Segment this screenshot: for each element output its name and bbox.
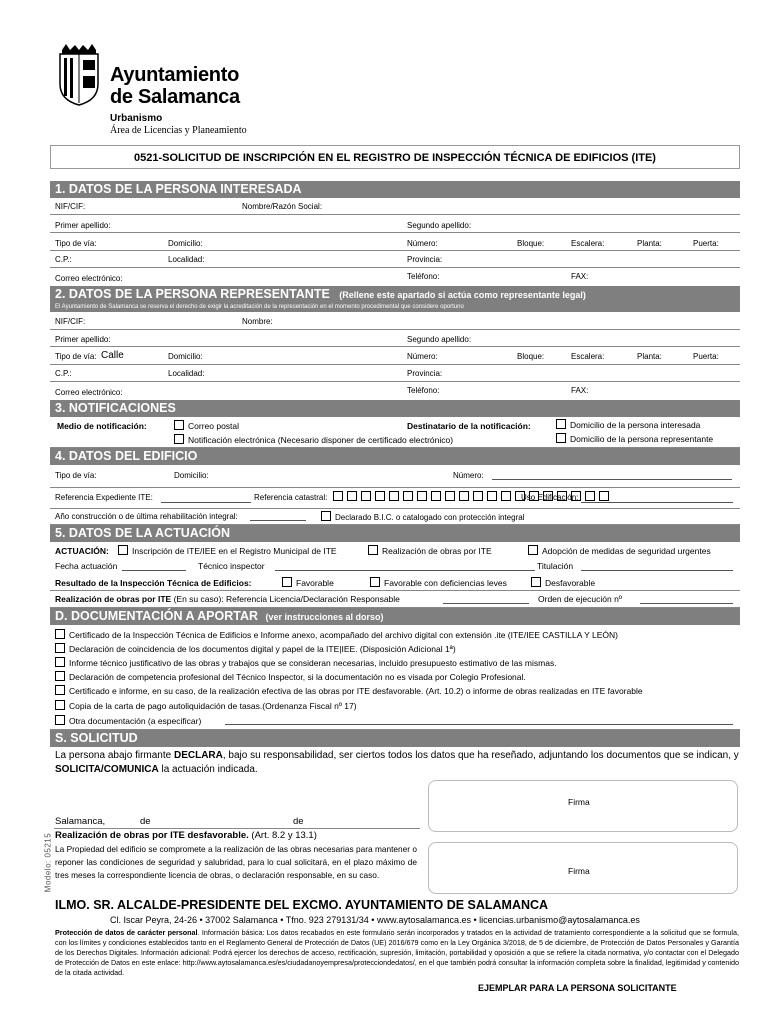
s1-row-5 bbox=[50, 268, 740, 285]
section-4-header: 4. DATOS DEL EDIFICIO bbox=[50, 448, 740, 465]
doc-item[interactable] bbox=[55, 685, 643, 696]
fax-label: FAX: bbox=[571, 272, 589, 281]
doc-item-label: Declaración de competencia profesional del Técnico Inspector, si la documentación no es visada por Colegio Profesional. bbox=[69, 672, 526, 682]
doc-item[interactable] bbox=[55, 671, 526, 682]
edif-tipo-via-label: Tipo de vía: bbox=[55, 471, 97, 480]
rep-bloque-label: Bloque: bbox=[517, 352, 545, 361]
declarado-checkbox[interactable] bbox=[321, 511, 331, 521]
notif-electronica-label: Notificación electrónica (Necesario disponer de certificado electrónico) bbox=[188, 435, 454, 445]
ref-catastral-label: Referencia catastral: bbox=[254, 493, 328, 502]
licencia-ref-line[interactable] bbox=[443, 603, 529, 604]
doc-item-label: Otra documentación (a especificar) bbox=[69, 716, 202, 726]
decl-part3: la actuación indicada. bbox=[161, 764, 258, 775]
favorable-checkbox[interactable] bbox=[282, 577, 292, 587]
correo-postal-label: Correo postal bbox=[188, 421, 240, 431]
rep-primer-label: Primer apellido: bbox=[55, 335, 111, 344]
tecnico-label: Técnico inspector bbox=[198, 561, 265, 571]
de-label-1: de bbox=[140, 816, 151, 827]
declaration-text bbox=[55, 749, 739, 777]
rep-provincia-label: Provincia: bbox=[407, 369, 443, 378]
ref-cat-box[interactable] bbox=[403, 491, 413, 501]
nombre-label: Nombre/Razón Social: bbox=[242, 202, 323, 211]
dom-representante-label: Domicilio de la persona representante bbox=[570, 434, 714, 444]
decl-declara: DECLARA bbox=[173, 750, 223, 761]
rep-nif-label: NIF/CIF: bbox=[55, 317, 86, 326]
ref-cat-box[interactable] bbox=[599, 491, 609, 501]
ref-cat-box[interactable] bbox=[431, 491, 441, 501]
anio-line[interactable] bbox=[250, 520, 306, 521]
privacy-text: . Información básica: Los datos recabados en este formulario serán incorporados y tratados en la actividad de tratamiento correspondiente a la solicitud que se formula, con los límites y condiciones establecidos tanto en el Reglamento General de Protección de Datos (UE) 2016/679 como en la Ley Orgánica 3/2018, de 5 de diciembre, de Protección de Datos Personales y Garantía de los Derechos Digitales. Información adicional: Podrá ejercer los derechos de acceso, rectificación, supresión, limitación, portabilidad y oposición a que se refiere la citada normativa, y/o contactar con el Delegado de Protección de Datos en este enlace: http://www.aytosalamanca.es/es/ciudadanoyempresa/protecciondedatos/, en el que también podrá consultar la información completa sobre la finalidad, legitimidad y contenido de la citada actividad. bbox=[55, 928, 739, 977]
op-medidas-checkbox[interactable] bbox=[528, 545, 538, 555]
privacy-notice bbox=[55, 928, 739, 978]
ref-expediente-label: Referencia Expediente ITE: bbox=[55, 493, 153, 502]
correo-label: Correo electrónico: bbox=[55, 274, 123, 283]
fecha-line[interactable] bbox=[122, 570, 186, 571]
ref-cat-box[interactable] bbox=[375, 491, 385, 501]
obras-desfav-art: (Art. 8.2 y 13.1) bbox=[251, 830, 317, 841]
op-inscripcion-label: Inscripción de ITE/IEE en el Registro Municipal de ITE bbox=[132, 546, 337, 556]
desfavorable-label: Desfavorable bbox=[545, 578, 596, 588]
section-s-header: S. SOLICITUD bbox=[50, 730, 740, 747]
doc-item[interactable] bbox=[55, 629, 618, 640]
s1-row-3 bbox=[50, 233, 740, 251]
rep-localidad-label: Localidad: bbox=[168, 369, 205, 378]
edif-numero-label: Número: bbox=[453, 471, 484, 480]
addressee: ILMO. SR. ALCALDE-PRESIDENTE DEL EXCMO. AYUNTAMIENTO DE SALAMANCA bbox=[55, 898, 549, 912]
op-obras-label: Realización de obras por ITE bbox=[382, 546, 492, 556]
uso-line[interactable] bbox=[581, 502, 733, 503]
rep-numero-label: Número: bbox=[407, 352, 438, 361]
doc-item-checkbox[interactable] bbox=[55, 657, 65, 667]
logo-emblem bbox=[56, 44, 102, 106]
doc-item[interactable] bbox=[55, 700, 357, 711]
section-2-title: 2. DATOS DE LA PERSONA REPRESENTANTE bbox=[55, 287, 330, 301]
medio-label: Medio de notificación: bbox=[57, 421, 147, 431]
ref-cat-box[interactable] bbox=[417, 491, 427, 501]
doc-item-label: Certificado e informe, en su caso, de la realización efectiva de las obras por ITE desfavorable. (Art. 10.2) o informe de obras realizadas en ITE favorable bbox=[69, 686, 643, 696]
numero-label: Número: bbox=[407, 239, 438, 248]
desfavorable-checkbox[interactable] bbox=[531, 577, 541, 587]
notificaciones-block bbox=[50, 417, 740, 448]
resultado-label: Resultado de la Inspección Técnica de Edificios: bbox=[55, 578, 252, 588]
s1-row-4 bbox=[50, 251, 740, 268]
declarado-label: Declarado B.I.C. o catalogado con protección integral bbox=[335, 513, 525, 522]
dom-interesada-option[interactable] bbox=[556, 419, 700, 430]
contact-line: Cl. Iscar Peyra, 24-26 • 37002 Salamanca • Tfno. 923 279131/34 • www.aytosalamanca.es • licencias.urbanismo@aytosalamanca.es bbox=[110, 915, 640, 925]
actuacion-label: ACTUACIÓN: bbox=[55, 546, 109, 556]
doc-item[interactable] bbox=[55, 657, 557, 668]
anio-label: Año construcción o de última rehabilitación integral: bbox=[55, 512, 238, 521]
nif-label: NIF/CIF: bbox=[55, 202, 86, 211]
op-obras-option[interactable] bbox=[368, 545, 492, 556]
doc-item-label: Copia de la carta de pago autoliquidación de tasas.(Ordenanza Fiscal nº 17) bbox=[69, 701, 357, 711]
dom-interesada-checkbox[interactable] bbox=[556, 419, 566, 429]
rep-domicilio-label: Domicilio: bbox=[168, 352, 203, 361]
rep-planta-label: Planta: bbox=[637, 352, 662, 361]
notif-electronica-option[interactable] bbox=[174, 434, 453, 445]
telefono-label: Teléfono: bbox=[407, 272, 440, 281]
copy-label: EJEMPLAR PARA LA PERSONA SOLICITANTE bbox=[478, 983, 677, 993]
segundo-apellido-label: Segundo apellido: bbox=[407, 221, 472, 230]
obras-title bbox=[55, 830, 317, 841]
section-d-header bbox=[50, 608, 740, 625]
puerta-label: Puerta: bbox=[693, 239, 719, 248]
deficiencias-option[interactable] bbox=[370, 577, 507, 588]
s2-row-1 bbox=[50, 313, 740, 330]
rep-puerta-label: Puerta: bbox=[693, 352, 719, 361]
desfavorable-option[interactable] bbox=[531, 577, 595, 588]
ref-cat-box[interactable] bbox=[389, 491, 399, 501]
representation-note: El Ayuntamiento de Salamanca se reserva el derecho de exigir la acreditación de la representación en el momento procedimental que considere oportuno bbox=[50, 302, 740, 312]
decl-solicita: SOLICITA/COMUNICA bbox=[55, 764, 159, 775]
doc-item-label: Declaración de coincidencia de los documentos digital y papel de la ITE|IEE. (Disposición Adicional 1ª) bbox=[69, 644, 456, 654]
escalera-label: Escalera: bbox=[571, 239, 605, 248]
domicilio-label: Domicilio: bbox=[168, 239, 203, 248]
dom-representante-option[interactable] bbox=[556, 433, 713, 444]
s2-row-3 bbox=[50, 347, 740, 365]
doc-item-checkbox[interactable] bbox=[55, 700, 65, 710]
obras-ref-bold: Realización de obras por ITE bbox=[55, 594, 172, 604]
rep-segundo-label: Segundo apellido: bbox=[407, 335, 472, 344]
correo-postal-checkbox[interactable] bbox=[174, 420, 184, 430]
doc-item-label: Certificado de la Inspección Técnica de Edificios e Informe anexo, acompañado del archivo digital con extensión .ite (ITE/IEE CASTILLA Y LEÓN) bbox=[69, 630, 619, 640]
rep-correo-label: Correo electrónico: bbox=[55, 388, 123, 397]
s4-row-1 bbox=[50, 465, 740, 488]
obras-desfav-title: Realización de obras por ITE desfavorable. bbox=[55, 830, 249, 841]
deficiencias-checkbox[interactable] bbox=[370, 577, 380, 587]
obras-ref-rest: (En su caso): Referencia Licencia/Declaración Responsable bbox=[173, 594, 400, 604]
tecnico-line[interactable] bbox=[275, 570, 535, 571]
uso-label: Uso Edificación: bbox=[521, 493, 579, 502]
deficiencias-label: Favorable con deficiencias leves bbox=[384, 578, 507, 588]
modelo-code: Modelo: 05215 bbox=[43, 832, 53, 893]
cp-label: C.P.: bbox=[55, 255, 72, 264]
dom-representante-checkbox[interactable] bbox=[556, 433, 566, 443]
obras-desfav-text: La Propiedad del edificio se compromete a la realización de las obras necesarias para mantener o reponer las condiciones de seguridad y salubridad, para lo cual solicitará, en el plazo máximo de tres meses la correspondiente licencia de obras, o declaración responsable, en su caso. bbox=[55, 844, 417, 880]
edif-domicilio-label: Domicilio: bbox=[174, 471, 209, 480]
s5-row-4 bbox=[50, 591, 740, 608]
op-obras-checkbox[interactable] bbox=[368, 545, 378, 555]
ref-cat-box[interactable] bbox=[473, 491, 483, 501]
de-label-2: de bbox=[293, 816, 304, 827]
doc-item-label: Informe técnico justificativo de las obras y trabajos que se consideran necesarias, incluido presupuesto estimativo de las mismas. bbox=[69, 658, 557, 668]
tipo-via-label: Tipo de vía: bbox=[55, 239, 97, 248]
section-2-subtitle: (Rellene este apartado si actúa como representante legal) bbox=[339, 290, 586, 300]
orden-line[interactable] bbox=[640, 603, 733, 604]
ref-cat-box[interactable] bbox=[459, 491, 469, 501]
rep-cp-label: C.P.: bbox=[55, 369, 72, 378]
s4-row-2 bbox=[50, 488, 740, 509]
correo-postal-option[interactable] bbox=[174, 420, 239, 431]
s1-row-1 bbox=[50, 198, 740, 215]
s5-row-3 bbox=[50, 574, 740, 591]
firma-label-2: Firma bbox=[568, 866, 590, 876]
rep-tipo-via-value[interactable]: Calle bbox=[101, 350, 124, 361]
dept-area: Área de Licencias y Planeamiento bbox=[110, 125, 247, 136]
doc-item[interactable] bbox=[55, 715, 201, 726]
decl-part2: , bajo su responsabilidad, ser ciertos todos los datos que ha reseñado, adjuntando los documentos que se indican, y bbox=[222, 750, 739, 761]
provincia-label: Provincia: bbox=[407, 255, 443, 264]
s2-row-4 bbox=[50, 365, 740, 382]
ref-cat-box[interactable] bbox=[487, 491, 497, 501]
edif-numero-line[interactable] bbox=[492, 479, 732, 480]
dom-interesada-label: Domicilio de la persona interesada bbox=[570, 420, 701, 430]
section-1-header: 1. DATOS DE LA PERSONA INTERESADA bbox=[50, 181, 740, 198]
rep-tipo-via-label: Tipo de vía: bbox=[55, 352, 97, 361]
planta-label: Planta: bbox=[637, 239, 662, 248]
dept-name: Urbanismo bbox=[110, 113, 163, 124]
section-d-title: D. DOCUMENTACIÓN A APORTAR bbox=[55, 609, 258, 623]
org-name-line2: de Salamanca bbox=[110, 86, 240, 108]
lugar-label: Salamanca, bbox=[55, 816, 106, 827]
doc-list bbox=[50, 625, 740, 730]
doc-item-checkbox[interactable] bbox=[55, 685, 65, 695]
otra-doc-line[interactable] bbox=[225, 724, 733, 725]
section-2-header bbox=[50, 286, 740, 303]
ref-cat-box[interactable] bbox=[445, 491, 455, 501]
s4-row-3 bbox=[50, 509, 740, 525]
doc-item[interactable] bbox=[55, 643, 456, 654]
doc-item-checkbox[interactable] bbox=[55, 629, 65, 639]
op-inscripcion-checkbox[interactable] bbox=[118, 545, 128, 555]
declarado-option[interactable] bbox=[321, 511, 524, 522]
firma-label-1: Firma bbox=[568, 797, 590, 807]
rep-telefono-label: Teléfono: bbox=[407, 386, 440, 395]
section-5-header: 5. DATOS DE LA ACTUACIÓN bbox=[50, 525, 740, 542]
doc-item-checkbox[interactable] bbox=[55, 671, 65, 681]
op-medidas-option[interactable] bbox=[528, 545, 711, 556]
decl-part1: La persona abajo firmante bbox=[55, 750, 172, 761]
localidad-label: Localidad: bbox=[168, 255, 205, 264]
orden-label: Orden de ejecución nº bbox=[538, 594, 622, 604]
org-name-line1: Ayuntamiento bbox=[110, 64, 239, 86]
op-medidas-label: Adopción de medidas de seguridad urgentes bbox=[542, 546, 711, 556]
rep-nombre-label: Nombre: bbox=[242, 317, 273, 326]
titulacion-label: Titulación bbox=[537, 561, 574, 571]
favorable-label: Favorable bbox=[296, 578, 334, 588]
ref-cat-box[interactable] bbox=[501, 491, 511, 501]
section-3-header: 3. NOTIFICACIONES bbox=[50, 400, 740, 417]
destinatario-label: Destinatario de la notificación: bbox=[407, 421, 531, 431]
primer-apellido-label: Primer apellido: bbox=[55, 221, 111, 230]
s2-row-2 bbox=[50, 330, 740, 347]
fecha-label: Fecha actuación bbox=[55, 561, 118, 571]
notif-electronica-checkbox[interactable] bbox=[174, 434, 184, 444]
privacy-title: Protección de datos de carácter personal bbox=[55, 928, 198, 937]
op-inscripcion-option[interactable] bbox=[118, 545, 337, 556]
ref-cat-box[interactable] bbox=[361, 491, 371, 501]
date-rule bbox=[54, 828, 420, 829]
section-d-subtitle: (ver instrucciones al dorso) bbox=[265, 612, 384, 622]
s2-row-5 bbox=[50, 382, 740, 399]
ref-cat-box[interactable] bbox=[585, 491, 595, 501]
form-title: 0521-SOLICITUD DE INSCRIPCIÓN EN EL REGISTRO DE INSPECCIÓN TÉCNICA DE EDIFICIOS (ITE) bbox=[50, 145, 740, 169]
ref-cat-box[interactable] bbox=[347, 491, 357, 501]
titulacion-line[interactable] bbox=[581, 570, 733, 571]
favorable-option[interactable] bbox=[282, 577, 334, 588]
ref-expediente-line[interactable] bbox=[161, 502, 251, 503]
doc-item-checkbox[interactable] bbox=[55, 715, 65, 725]
s1-row-2 bbox=[50, 215, 740, 233]
obras-ref-text bbox=[55, 594, 400, 604]
ref-cat-box[interactable] bbox=[333, 491, 343, 501]
s5-row-2 bbox=[50, 558, 740, 574]
s5-row-1 bbox=[50, 542, 740, 558]
rep-fax-label: FAX: bbox=[571, 386, 589, 395]
place-date bbox=[55, 816, 420, 828]
doc-item-checkbox[interactable] bbox=[55, 643, 65, 653]
rep-escalera-label: Escalera: bbox=[571, 352, 605, 361]
bloque-label: Bloque: bbox=[517, 239, 545, 248]
